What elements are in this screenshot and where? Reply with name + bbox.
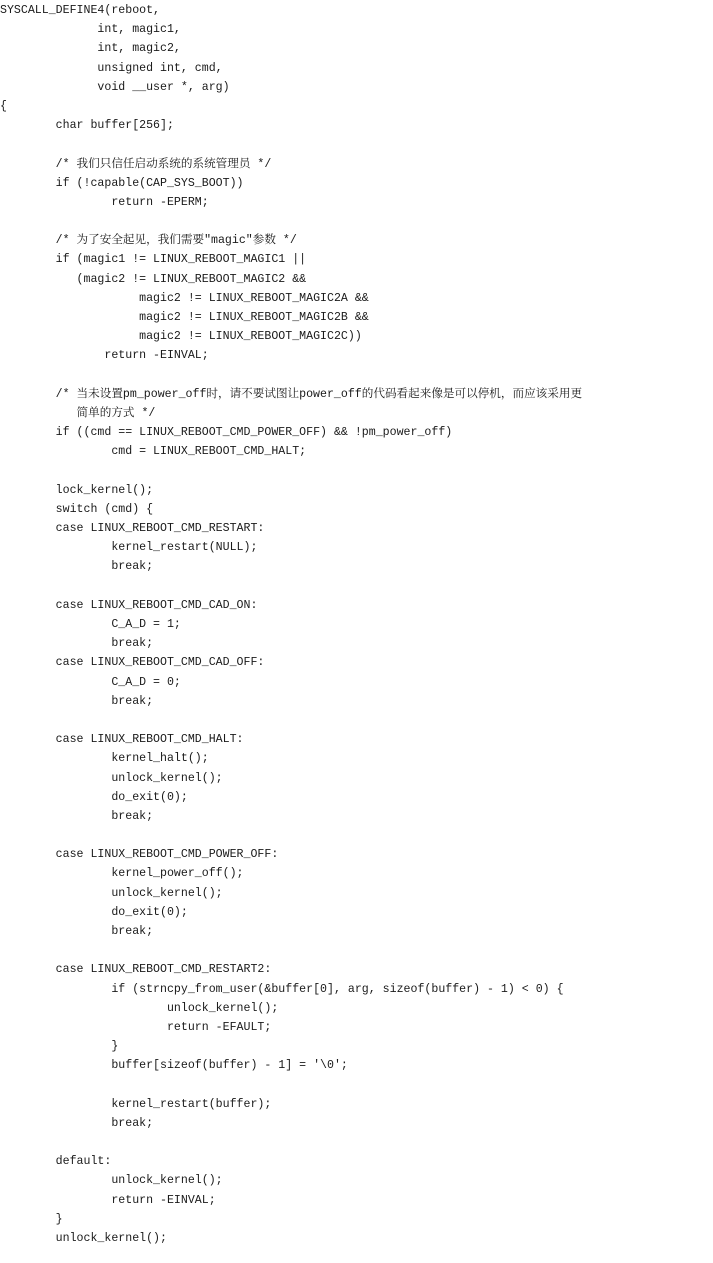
code-line <box>0 135 713 154</box>
code-line: C_A_D = 0; <box>0 675 181 689</box>
code-comment-line: 简单的方式 */ <box>0 406 156 420</box>
code-line <box>0 212 713 231</box>
code-line: } <box>0 1040 119 1054</box>
code-line: case LINUX_REBOOT_CMD_RESTART: <box>0 522 265 536</box>
code-line: break; <box>0 694 154 708</box>
code-line: kernel_halt(); <box>0 752 209 766</box>
code-line: do_exit(0); <box>0 905 188 919</box>
code-line: int, magic2, <box>0 42 181 56</box>
code-comment-line: /* 为了安全起见，我们需要"magic"参数 */ <box>0 234 297 248</box>
code-line: unlock_kernel(); <box>0 1232 167 1245</box>
code-line: case LINUX_REBOOT_CMD_RESTART2: <box>0 963 272 977</box>
code-line <box>0 941 713 960</box>
code-line: lock_kernel(); <box>0 483 154 497</box>
code-line: unlock_kernel(); <box>0 886 223 900</box>
code-line: magic2 != LINUX_REBOOT_MAGIC2C)) <box>0 330 362 344</box>
code-line: if (magic1 != LINUX_REBOOT_MAGIC1 || <box>0 253 307 267</box>
code-comment-line: /* 当未设置pm_power_off时，请不要试图让power_off的代码看起来像是可以停机，而应该采用更 <box>0 387 583 401</box>
code-line: (magic2 != LINUX_REBOOT_MAGIC2 && <box>0 272 307 286</box>
code-line: case LINUX_REBOOT_CMD_CAD_OFF: <box>0 656 265 670</box>
code-line: break; <box>0 1116 154 1130</box>
code-line: unlock_kernel(); <box>0 771 223 785</box>
code-line: break; <box>0 925 154 938</box>
code-line: C_A_D = 1; <box>0 618 181 631</box>
code-line: do_exit(0); <box>0 790 188 804</box>
code-line <box>0 462 713 481</box>
code-line: break; <box>0 809 154 823</box>
code-line: buffer[sizeof(buffer) - 1] = '\0'; <box>0 1059 348 1073</box>
code-line: break; <box>0 637 154 651</box>
code-line: case LINUX_REBOOT_CMD_POWER_OFF: <box>0 848 279 862</box>
code-line: return -EINVAL; <box>0 1193 216 1207</box>
code-line: kernel_restart(NULL); <box>0 541 258 555</box>
code-line: magic2 != LINUX_REBOOT_MAGIC2B && <box>0 311 369 324</box>
code-line <box>0 1076 713 1095</box>
code-line: int, magic1, <box>0 23 181 37</box>
code-line: if (strncpy_from_user(&buffer[0], arg, sizeof(buffer) - 1) < 0) { <box>0 982 564 996</box>
code-line: switch (cmd) { <box>0 502 154 516</box>
code-line <box>0 577 713 596</box>
code-line: SYSCALL_DEFINE4(reboot, <box>0 4 161 17</box>
code-line <box>0 1133 713 1152</box>
code-line: case LINUX_REBOOT_CMD_HALT: <box>0 733 244 747</box>
code-line: void __user *, arg) <box>0 80 230 94</box>
code-line: { <box>0 99 7 113</box>
code-line: kernel_restart(buffer); <box>0 1097 272 1111</box>
code-line: default: <box>0 1155 112 1169</box>
code-line: } <box>0 1212 63 1226</box>
code-line: cmd = LINUX_REBOOT_CMD_HALT; <box>0 445 307 459</box>
code-line <box>0 711 713 730</box>
code-line: unlock_kernel(); <box>0 1174 223 1188</box>
code-line: char buffer[256]; <box>0 119 174 133</box>
code-listing <box>0 1 713 1263</box>
code-line <box>0 366 713 385</box>
code-line: if ((cmd == LINUX_REBOOT_CMD_POWER_OFF) && !pm_power_off) <box>0 426 453 440</box>
code-line: kernel_power_off(); <box>0 867 244 881</box>
code-line: magic2 != LINUX_REBOOT_MAGIC2A && <box>0 291 369 305</box>
code-line <box>0 826 713 845</box>
code-line: unlock_kernel(); <box>0 1001 279 1015</box>
code-line: return -EFAULT; <box>0 1020 272 1034</box>
code-line: case LINUX_REBOOT_CMD_CAD_ON: <box>0 598 258 612</box>
code-line: unsigned int, cmd, <box>0 61 223 75</box>
code-line: return -EINVAL; <box>0 349 209 363</box>
code-line: break; <box>0 560 154 574</box>
code-comment-line: /* 我们只信任启动系统的系统管理员 */ <box>0 157 272 171</box>
code-line: return -EPERM; <box>0 195 209 209</box>
code-line: if (!capable(CAP_SYS_BOOT)) <box>0 176 244 190</box>
